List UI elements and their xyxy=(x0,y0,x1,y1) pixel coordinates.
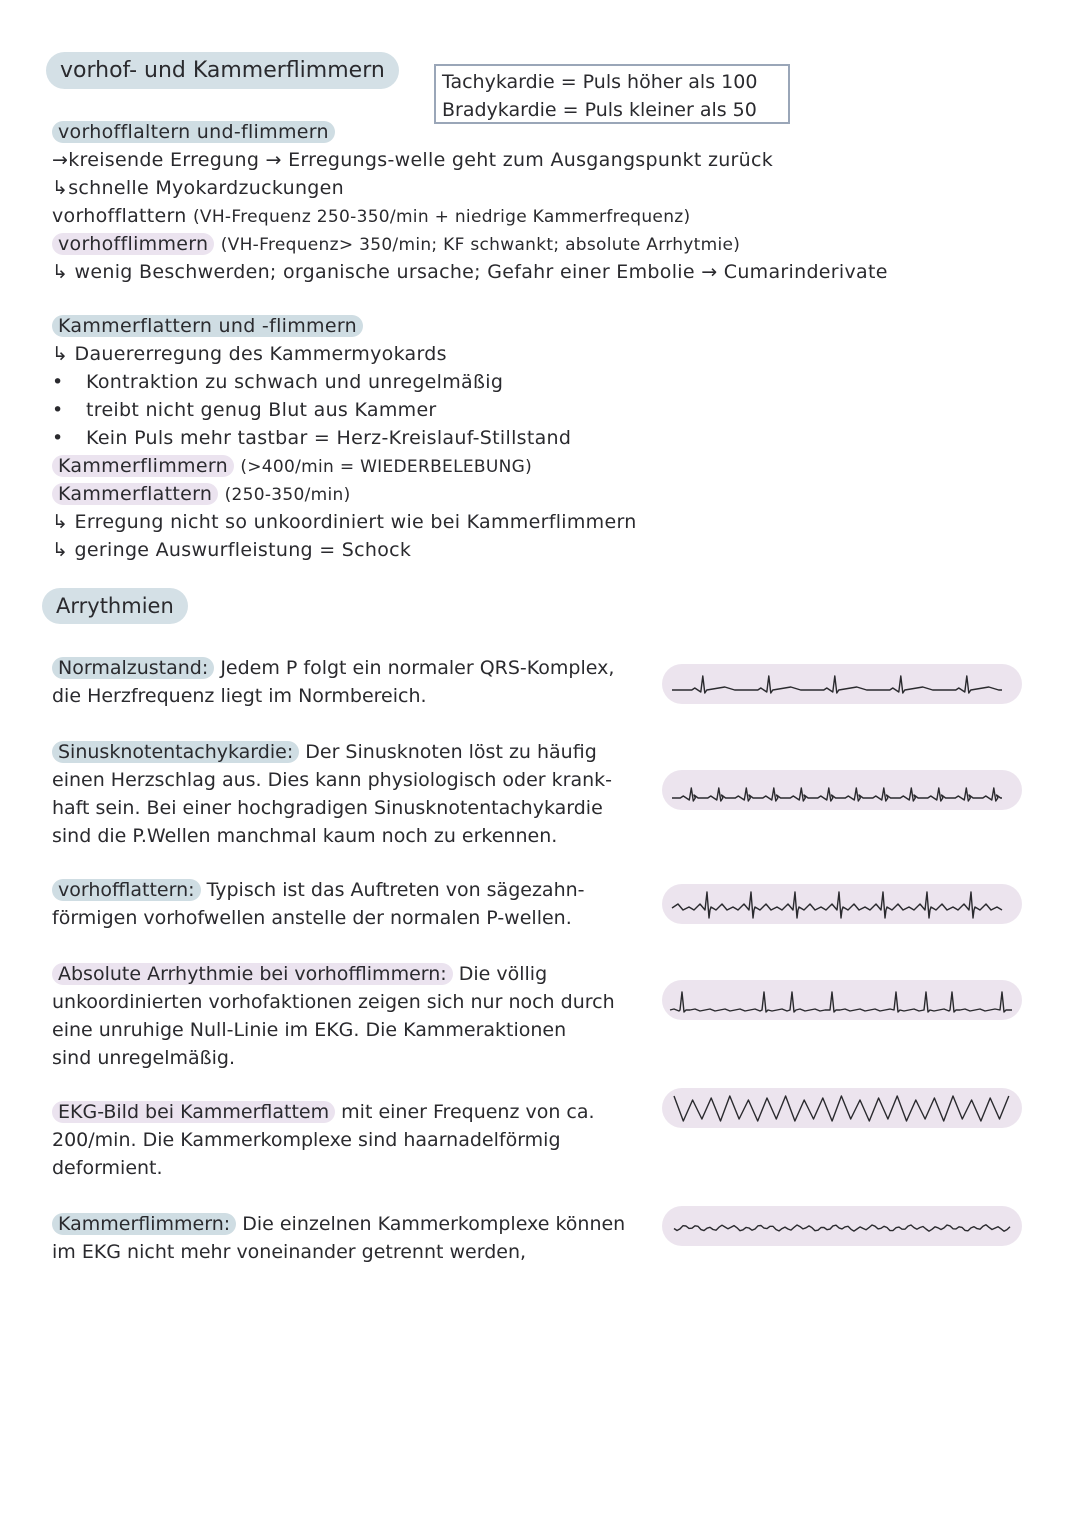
kammer-line-1: ↳ Dauererregung des Kammermyokards xyxy=(52,343,447,365)
arrythmie-vorhofflattern: vorhofflattern: Typisch ist das Auftreten von sägezahn- förmigen vorhofwellen anstelle der normalen P-wellen. xyxy=(52,879,585,929)
vorhof-line-5: ↳ wenig Beschwerden; organische ursache; Gefahr einer Embolie → Cumarinderivate xyxy=(52,261,888,283)
kammerflattern-term: Kammerflattern xyxy=(52,483,218,505)
ecg-normal-trace xyxy=(662,664,1022,704)
kammerflimmern-term: Kammerflimmern xyxy=(52,455,234,477)
arrythmie-kammerflattern: EKG-Bild bei Kammerflattem mit einer Frequenz von ca. 200/min. Die Kammerkomplexe sind haarnadelförmig deformient. xyxy=(52,1101,595,1179)
section-kammer-heading: Kammerflattern und -flimmern xyxy=(52,315,363,337)
vorhofflattern-term: vorhofflattern xyxy=(52,205,187,227)
kammerflimmern-line xyxy=(52,452,532,481)
vorhof-line-3 xyxy=(52,202,690,231)
ecg-absolute-trace xyxy=(662,980,1022,1020)
term-vorhofflattern: vorhofflattern: xyxy=(52,879,201,901)
vorhof-line-2: ↳schnelle Myokardzuckungen xyxy=(52,177,344,199)
arrythmie-kammerflimmern: Kammerflimmern: Die einzelnen Kammerkomplexe können im EKG nicht mehr voneinander getrennt werden, xyxy=(52,1213,626,1263)
kammerflimmern-detail: (>400/min = WIEDERBELEBUNG) xyxy=(240,457,533,477)
bradykardie-definition: Bradykardie = Puls kleiner als 50 xyxy=(442,99,757,121)
arrythmie-absolute: Absolute Arrhythmie bei vorhofflimmern: Die völlig unkoordinierten vorhofaktionen zeigen sich nur noch durch eine unruhige Null-Linie im EKG. Die Kammeraktionen sind unregelmäßig. xyxy=(52,963,615,1069)
kammer-sub-1: ↳ Erregung nicht so unkoordiniert wie bei Kammerflimmern xyxy=(52,511,637,533)
section-vorhof xyxy=(52,118,335,146)
ecg-trace-line xyxy=(672,788,1002,801)
definition-box xyxy=(434,64,790,124)
term-sinus: Sinusknotentachykardie: xyxy=(52,741,299,763)
tachykardie-definition: Tachykardie = Puls höher als 100 xyxy=(442,71,758,93)
vorhofflimmern-detail: (VH-Frequenz> 350/min; KF schwankt; absolute Arrhytmie) xyxy=(220,235,741,255)
ecg-trace-line xyxy=(670,992,1012,1012)
ecg-trace-line xyxy=(672,676,1002,693)
ecg-sinus-trace xyxy=(662,770,1022,810)
ecg-kammerflattern-trace xyxy=(662,1088,1022,1128)
ecg-trace-line xyxy=(674,1096,1009,1121)
vorhof-line-1: →kreisende Erregung → Erregungs-welle geht zum Ausgangspunkt zurück xyxy=(52,149,774,171)
kammer-bullet-3: • Kein Puls mehr tastbar = Herz-Kreislauf-Stillstand xyxy=(52,427,572,449)
term-absolute: Absolute Arrhythmie bei vorhofflimmern: xyxy=(52,963,453,985)
section-kammer xyxy=(52,312,363,340)
ecg-trace-line xyxy=(674,1225,1010,1231)
kammerflattern-detail: (250-350/min) xyxy=(224,485,351,505)
ecg-vorhofflattern-trace xyxy=(662,884,1022,924)
section-arrythmien-heading: Arrythmien xyxy=(42,588,188,624)
term-kammerflimmern: Kammerflimmern: xyxy=(52,1213,236,1235)
section-vorhof-heading: vorhofflaltern und-flimmern xyxy=(52,121,335,143)
kammer-bullet-2: • treibt nicht genug Blut aus Kammer xyxy=(52,399,437,421)
ecg-sinus xyxy=(662,770,1022,810)
arrythmie-normal: Normalzustand: Jedem P folgt ein normaler QRS-Komplex, die Herzfrequenz liegt im Normbereich. xyxy=(52,657,615,707)
ecg-absolute xyxy=(662,980,1022,1020)
arrythmie-sinus: Sinusknotentachykardie: Der Sinusknoten löst zu häufig einen Herzschlag aus. Dies kann physiologisch oder krank- haft sein. Bei einer hochgradigen Sinusknotentachykardie sind die P.Wellen manchmal kaum noch zu erkennen. xyxy=(52,741,612,847)
kammer-bullet-1: • Kontraktion zu schwach und unregelmäßig xyxy=(52,371,504,393)
page-title: vorhof- und Kammerflimmern xyxy=(46,52,399,89)
vorhofflimmern-term: vorhofflimmern xyxy=(52,233,214,255)
kammerflattern-line xyxy=(52,480,351,509)
ecg-vorhofflattern xyxy=(662,884,1022,924)
ecg-trace-line xyxy=(672,892,1002,918)
ecg-kammerflattern xyxy=(662,1088,1022,1128)
vorhof-line-4 xyxy=(52,230,740,259)
vorhofflattern-detail: (VH-Frequenz 250-350/min + niedrige Kammerfrequenz) xyxy=(192,207,691,227)
ecg-kammerflimmern-trace xyxy=(662,1206,1022,1246)
term-normal: Normalzustand: xyxy=(52,657,214,679)
term-kammerflattern: EKG-Bild bei Kammerflattem xyxy=(52,1101,335,1123)
ecg-normal xyxy=(662,664,1022,704)
ecg-kammerflimmern xyxy=(662,1206,1022,1246)
kammer-sub-2: ↳ geringe Auswurfleistung = Schock xyxy=(52,539,412,561)
